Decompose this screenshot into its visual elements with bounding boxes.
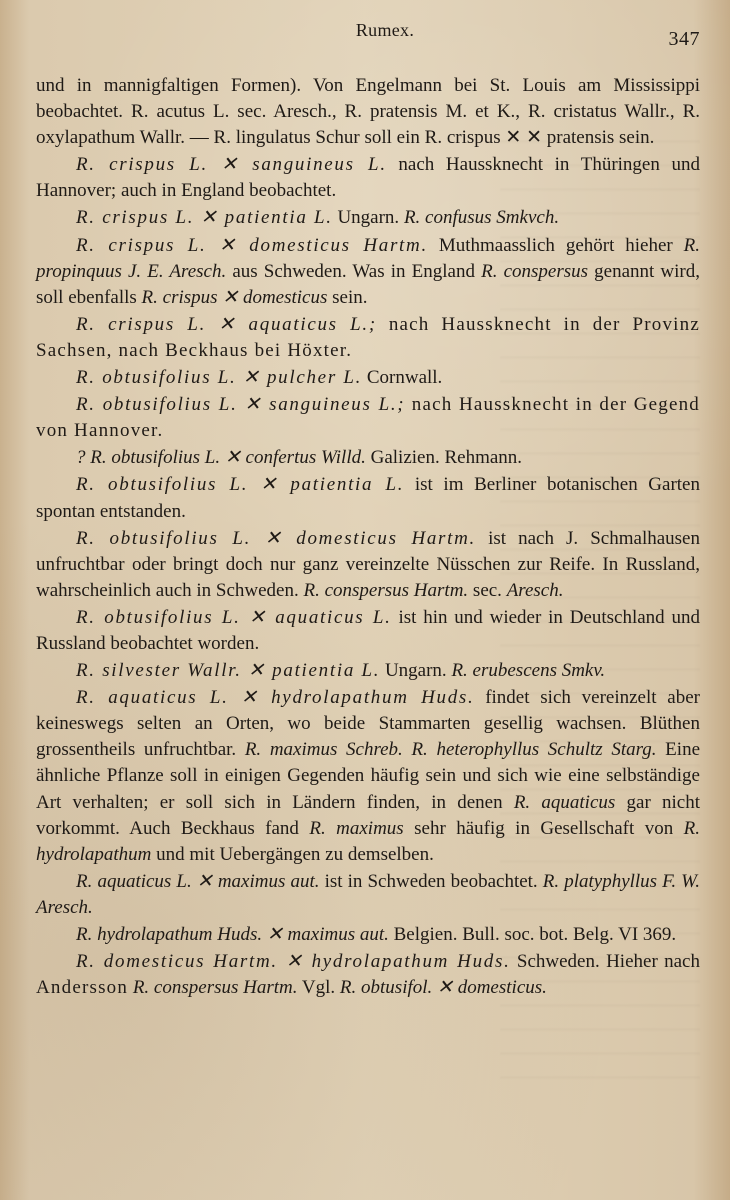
paragraph-text: Eine ähnliche Pflanze soll in einigen Gegenden häufig sein und sich wie eine selbständige Art verhalten; er soll sich in Ländern finden, in denen (36, 739, 701, 813)
taxon-synonym: Aresch. (506, 579, 564, 601)
paragraph-10 (36, 605, 700, 657)
taxon-name: R. silvester Wallr. ✕ patientia L. (76, 660, 381, 682)
paragraph-2 (36, 205, 700, 231)
taxon-name: R. crispus L. ✕ aquaticus L.; (76, 313, 377, 335)
paragraph-text: gar nicht vorkommt. Auch Beckhaus fand (36, 791, 700, 839)
paragraph-3 (36, 233, 700, 311)
paragraph-text: ist nach J. Schmalhausen unfruchtbar oder bringt doch nur ganz vereinzelte Nüsschen zur Reife. In Russland, wahrscheinlich auch in Schweden. (36, 527, 700, 601)
paragraph-11 (36, 658, 700, 684)
paragraph-12 (36, 685, 700, 868)
taxon-synonym: R. hydrolapathum (36, 817, 700, 865)
paragraph-13 (36, 869, 700, 921)
taxon-name: R. hydrolapathum Huds. ✕ maximus aut. (76, 924, 389, 945)
taxon-name: R. aquaticus L. ✕ maximus aut. (76, 870, 320, 892)
paragraph-text: Cornwall. (362, 367, 443, 389)
paragraph-text: ist in Schweden beobachtet. (319, 870, 543, 892)
taxon-synonym: R. confusus Smkvch. (403, 207, 560, 229)
author-name: Andersson (36, 977, 129, 999)
taxon-synonym: R. conspersus Hartm. (303, 579, 469, 601)
taxon-name: R. crispus L. ✕ sanguineus L. (76, 154, 387, 176)
paragraph-text: Muthmaasslich gehört hieher (427, 234, 684, 256)
taxon-name: R. obtusifolius L. ✕ aquaticus L. (76, 606, 392, 628)
paragraph-text: ist im Berliner botanischen Garten spontan entstanden. (36, 474, 700, 522)
paragraph-text: sein. (327, 286, 368, 308)
taxon-synonym: R. conspersus (481, 260, 589, 282)
paragraph-text: aus Schweden. Was in England (226, 260, 482, 282)
paragraph-text: und mit Uebergängen zu demselben. (151, 843, 434, 865)
taxon-name: R. crispus L. ✕ patientia L. (76, 207, 333, 229)
page-header (0, 20, 730, 52)
paragraph-text: Schweden. Hieher nach (510, 951, 700, 973)
paragraph-text: findet sich vereinzelt aber keineswegs selten an Orten, wo beide Stammarten gesellig wachsen. Blüthen grossentheils unfruchtbar. (36, 687, 700, 761)
taxon-name: R. domesticus Hartm. ✕ hydrolapathum Huds. (76, 951, 511, 973)
paragraph-text: genannt wird, soll ebenfalls (36, 260, 700, 308)
taxon-name: R. obtusifolius L. ✕ patientia L. (76, 474, 405, 496)
taxon-synonym: R. aquaticus (513, 791, 616, 813)
taxon-name: R. obtusifolius L. ✕ pulcher L. (76, 367, 363, 389)
taxon-name: R. aquaticus L. ✕ hydrolapathum Huds. (76, 687, 475, 709)
page-number: 347 (668, 28, 700, 50)
paragraph-text: ist hin und wieder in Deutschland und Russland beobachtet worden. (36, 606, 700, 654)
paragraph-1 (36, 152, 700, 204)
paragraph-text: Vgl. (297, 977, 340, 999)
paragraph-text: Galizien. Rehmann. (365, 447, 523, 469)
taxon-synonym: R. maximus Schreb. R. heterophyllus Schultz Starg. (244, 739, 657, 761)
taxon-name: ? R. obtusifolius L. ✕ confertus Willd. (76, 447, 366, 469)
running-head: Rumex. (355, 20, 415, 40)
taxon-synonym: R. conspersus Hartm. (128, 977, 298, 999)
paragraph-0: und in mannigfaltigen Formen). Von Engelmann bei St. Louis am Mississippi beobachtet. R. acutus L. sec. Aresch., R. pratensis M. et K., R. cristatus Wallr., R. oxylapathum Wallr. — R. lingulatus Schur soll ein R. crispus ✕ ✕ pratensis sein. (36, 75, 700, 149)
taxon-synonym: R. crispus ✕ domesticus (141, 286, 328, 308)
paragraph-4 (36, 312, 700, 364)
paragraph-text: nach Haussknecht in Thüringen und Hannover; auch in England beobachtet. (36, 154, 700, 202)
paragraph-text: nach Haussknecht in der Provinz Sachsen, nach Beckhaus bei Höxter. (36, 313, 700, 361)
paragraph-text: nach Haussknecht in der Gegend von Hannover. (36, 394, 701, 442)
paragraph-7 (36, 445, 700, 471)
page-text (36, 73, 700, 1001)
taxon-synonym: R. maximus (309, 817, 404, 839)
paragraph-text: Belgien. Bull. soc. bot. Belg. VI 369. (388, 924, 677, 945)
paragraph-8 (36, 472, 700, 524)
paragraph-15 (36, 949, 700, 1001)
taxon-synonym: R. erubescens Smkv. (451, 660, 606, 682)
paragraph-6 (36, 392, 700, 444)
paragraph-5 (36, 365, 700, 391)
paragraph-text: sec. (468, 579, 507, 601)
taxon-name: R. obtusifolius L. ✕ sanguineus L.; (76, 394, 406, 416)
paragraph-9 (36, 526, 700, 604)
taxon-name: R. obtusifolius L. ✕ domesticus Hartm. (76, 527, 477, 549)
paragraph-text: sehr häufig in Gesellschaft von (403, 817, 684, 839)
paragraph-text: Ungarn. (332, 207, 404, 229)
taxon-synonym: R. platyphyllus F. W. Aresch. (36, 870, 700, 918)
taxon-name: R. crispus L. ✕ domesticus Hartm. (76, 234, 428, 256)
taxon-synonym: R. propinquus J. E. Aresch. (36, 234, 701, 282)
paragraph-text: Ungarn. (380, 660, 452, 682)
paragraph-14 (36, 922, 700, 948)
taxon-synonym: R. obtusifol. ✕ domesticus. (339, 977, 547, 999)
